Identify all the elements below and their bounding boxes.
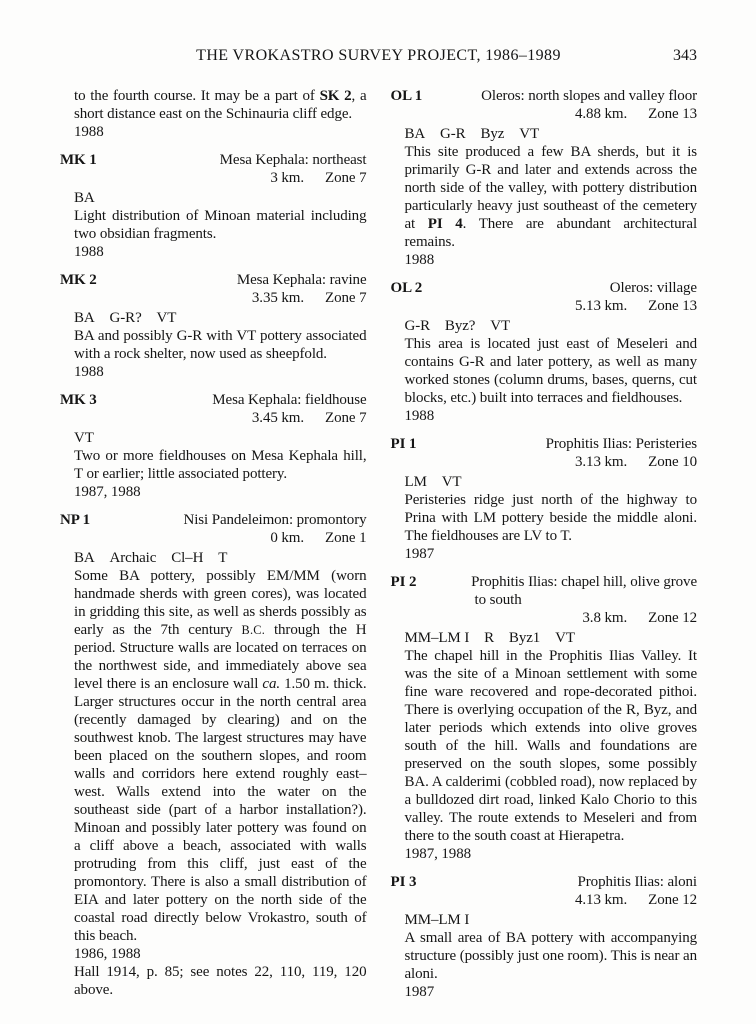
site-code: PI 1 xyxy=(390,436,417,452)
survey-years: 1986, 1988 xyxy=(74,946,141,962)
site-description xyxy=(74,567,367,945)
periods-line: BA xyxy=(74,190,95,206)
site-title: Mesa Kephala: northeast xyxy=(219,152,367,168)
site-title: Prophitis Ilias: aloni xyxy=(577,874,697,890)
survey-years: 1987 xyxy=(404,984,435,1000)
description-text: through the H period. Structure walls are located on terraces on the northwest side, and immediately above sea level there is an enclosure wall xyxy=(74,622,367,692)
continuation-text: to the fourth course. It may be a part of xyxy=(74,88,320,104)
italic-ca: ca. xyxy=(262,676,281,692)
entry-heading xyxy=(391,279,698,297)
description-text: 1.50 m. thick. Larger structures occur in the north central area (recently damaged by clearing) and on the southwest knob. The largest structures may have been placed on the southern slopes, and room walls and corridors here extend roughly east–west. Walls extend into the water on the southeast side (part of a harbor installation?). Minoan and possibly later pottery was found on a cliff above a beach, associated with walls protruding from this cliff, just east of the promontory. There is also a small distribution of EIA and later pottery on the north side of the coastal road directly below Vrokastro, south of this beach. xyxy=(74,676,367,944)
entry-heading xyxy=(60,151,367,169)
page-number: 343 xyxy=(673,47,697,64)
smallcaps-bc: B.C. xyxy=(241,623,266,637)
description-text: This site produced a few BA sherds, but it is primarily G-R and later and extends across the north side of the valley, with pottery distribution particularly heavy just southeast of the cemetery at xyxy=(404,144,697,232)
site-code: NP 1 xyxy=(60,512,91,528)
zone-label: Zone 13 xyxy=(648,106,697,122)
distance-value: 4.13 km. xyxy=(575,892,628,908)
zone-label: Zone 13 xyxy=(648,298,697,314)
distance-value: 3 km. xyxy=(270,170,305,186)
site-ref-pi4: PI 4 xyxy=(427,216,463,232)
periods-line: BA G-R? VT xyxy=(74,310,177,326)
site-title: Nisi Pandeleimon: promontory xyxy=(183,512,367,528)
site-title: Mesa Kephala: ravine xyxy=(236,272,367,288)
column-left xyxy=(60,87,367,999)
survey-years: 1987, 1988 xyxy=(74,484,141,500)
distance-value: 4.88 km. xyxy=(575,106,628,122)
entry-heading xyxy=(391,873,698,891)
periods-line: MM–LM I xyxy=(404,912,470,928)
site-entry-np1 xyxy=(60,511,367,999)
site-description: Peristeries ridge just north of the highway to Prina with LM pottery beside the middle aloni. The fieldhouses are LV to T. xyxy=(404,492,697,544)
site-title: Prophitis Ilias: Peristeries xyxy=(545,436,697,452)
distance-line xyxy=(74,169,367,187)
site-title: Prophitis Ilias: chapel hill, olive grove xyxy=(471,574,697,590)
running-head: THE VROKASTRO SURVEY PROJECT, 1986–1989 xyxy=(196,47,561,64)
continuation-paragraph xyxy=(74,87,367,123)
page-header xyxy=(60,46,697,66)
site-entry-pi2 xyxy=(390,573,698,863)
distance-value: 3.35 km. xyxy=(251,290,305,306)
periods-line: BA G-R Byz VT xyxy=(404,126,540,142)
survey-years: 1988 xyxy=(404,408,435,424)
zone-label: Zone 7 xyxy=(325,170,367,186)
site-title: Oleros: north slopes and valley floor xyxy=(481,88,697,104)
distance-line xyxy=(74,289,367,307)
distance-line xyxy=(405,891,698,909)
two-column-text xyxy=(60,87,697,1001)
periods-line: BA Archaic Cl–H T xyxy=(74,550,228,566)
site-code: PI 2 xyxy=(390,574,417,590)
site-title: Oleros: village xyxy=(609,280,697,296)
site-code: MK 1 xyxy=(60,152,97,168)
survey-years: 1988 xyxy=(74,364,104,380)
site-code: PI 3 xyxy=(390,874,417,890)
site-code: OL 1 xyxy=(390,88,423,104)
zone-label: Zone 12 xyxy=(648,892,697,908)
site-title: Mesa Kephala: fieldhouse xyxy=(212,392,367,408)
site-description: Two or more fieldhouses on Mesa Kephala hill, T or earlier; little associated pottery. xyxy=(74,448,367,482)
site-description: This area is located just east of Meseleri and contains G-R and later pottery, as well as many worked stones (column drums, bases, querns, cut blocks, etc.) built into terraces and fieldhouses. xyxy=(404,336,697,406)
distance-value: 3.13 km. xyxy=(575,454,628,470)
distance-line xyxy=(405,453,698,471)
site-description: BA and possibly G-R with VT pottery associated with a rock shelter, now used as sheepfold. xyxy=(74,328,367,362)
distance-value: 3.8 km. xyxy=(582,610,628,626)
distance-value: 3.45 km. xyxy=(251,410,305,426)
periods-line: LM VT xyxy=(404,474,462,490)
site-title-line2: to south xyxy=(474,592,522,608)
entry-heading xyxy=(391,435,698,453)
site-entry-mk2 xyxy=(60,271,367,381)
zone-label: Zone 7 xyxy=(325,410,367,426)
site-entry-ol2 xyxy=(390,279,698,425)
survey-years: 1988 xyxy=(74,244,104,260)
entry-heading xyxy=(60,511,367,529)
site-description: The chapel hill in the Prophitis Ilias Valley. It was the site of a Minoan settlement with some fine ware recovered and rope-decorated pithoi. There is overlying occupation of the R, Byz, and later periods which extends into olive groves south of the hill. Walls and foundations are preserved on the south slopes, some possibly BA. A calderimi (cobbled road), now replaced by a bulldozed dirt road, linked Kalo Chorio to this valley. The route extends to Meseleri and from there to the south coast at Hierapetra. xyxy=(404,648,697,844)
periods-line: MM–LM I R Byz1 VT xyxy=(404,630,575,646)
periods-line: G-R Byz? VT xyxy=(404,318,511,334)
distance-line xyxy=(405,297,698,315)
description-text: Some BA pottery, possibly EM/MM (worn handmade sherds with green cores), was located in gridding this site, as well as sherds possibly as early as the 7th century xyxy=(74,568,367,638)
entry-heading xyxy=(60,271,367,289)
reference-line: Hall 1914, p. 85; see notes 22, 110, 119, 120 above. xyxy=(74,964,367,998)
zone-label: Zone 7 xyxy=(325,290,367,306)
site-description: A small area of BA pottery with accompanying structure (possibly just one room). This is near an aloni. xyxy=(404,930,697,982)
site-description: Light distribution of Minoan material including two obsidian fragments. xyxy=(74,208,367,242)
site-entry-mk3 xyxy=(60,391,367,501)
survey-years: 1987 xyxy=(404,546,435,562)
site-entry-pi1 xyxy=(390,435,698,563)
site-entry-pi3 xyxy=(390,873,698,1001)
site-ref-sk2: SK 2 xyxy=(319,88,352,104)
survey-years: 1988 xyxy=(404,252,435,268)
distance-value: 5.13 km. xyxy=(575,298,628,314)
site-code: MK 3 xyxy=(60,392,97,408)
survey-years: 1988 xyxy=(74,124,104,140)
periods-line: VT xyxy=(74,430,94,446)
continuation-text-end: , a short distance east on the Schinauria cliff edge. xyxy=(74,88,367,122)
column-right xyxy=(391,87,698,1001)
distance-line xyxy=(74,529,367,547)
site-entry-mk1 xyxy=(60,151,367,261)
description-text: . There are abundant architectural remains. xyxy=(404,216,698,250)
distance-value: 0 km. xyxy=(270,530,305,546)
zone-label: Zone 1 xyxy=(325,530,367,546)
entry-heading xyxy=(391,87,698,105)
distance-line xyxy=(405,609,698,627)
site-code: MK 2 xyxy=(60,272,97,288)
site-code: OL 2 xyxy=(390,280,423,296)
zone-label: Zone 10 xyxy=(648,454,697,470)
entry-heading xyxy=(60,391,367,409)
entry-heading xyxy=(391,573,698,591)
site-description xyxy=(405,143,698,251)
zone-label: Zone 12 xyxy=(648,610,697,626)
distance-line xyxy=(405,105,698,123)
distance-line xyxy=(74,409,367,427)
site-entry-ol1 xyxy=(390,87,698,269)
survey-years: 1987, 1988 xyxy=(404,846,472,862)
